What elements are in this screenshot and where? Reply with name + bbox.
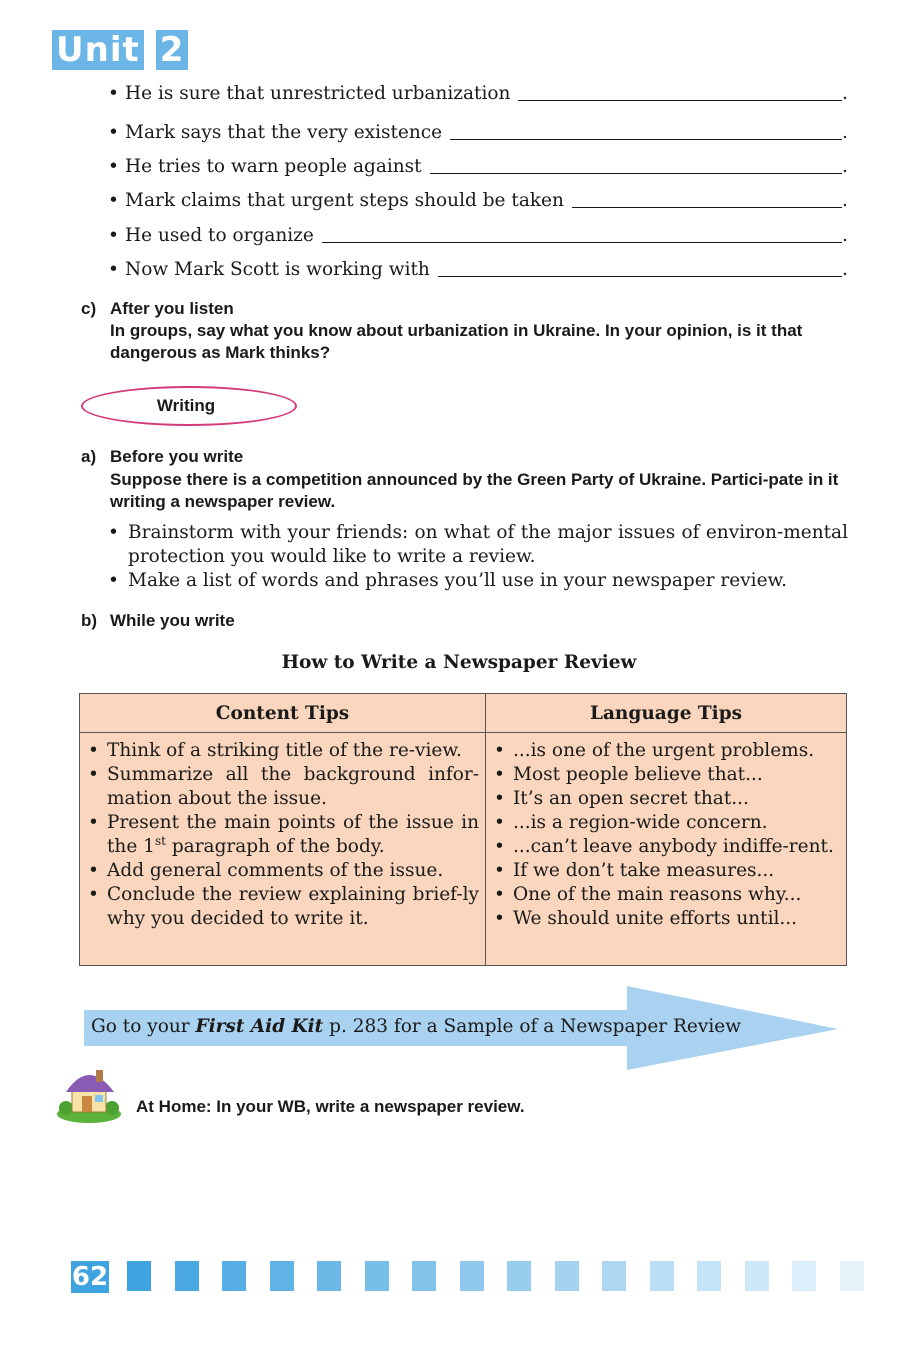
- after-listen-body: In groups, say what you know about urbanization in Ukraine. In your opinion, is it that dangerous as Mark thinks?: [110, 321, 803, 362]
- fill-in-list: [108, 80, 848, 282]
- answer-line[interactable]: [438, 276, 842, 277]
- list-item: • Brainstorm with your friends: on what of the major issues of environ-mental protection you would like to write a review.: [108, 522, 848, 567]
- fill-in-item: • He used to organize .: [108, 225, 848, 246]
- writing-heading: Writing: [81, 386, 297, 426]
- fill-in-text: Mark says that the very existence: [125, 122, 443, 143]
- answer-line[interactable]: [450, 139, 842, 140]
- bullet-text: Brainstorm with your friends: on what of the major issues of environ-mental protection you would like to write a review.: [128, 522, 848, 567]
- first-aid-kit-link[interactable]: [91, 1016, 741, 1037]
- list-item: • If we don’t take measures...: [494, 860, 775, 881]
- tip-text: ...is one of the urgent problems.: [513, 740, 815, 761]
- fill-in-text: Mark claims that urgent steps should be taken: [125, 190, 564, 211]
- list-item: • Summarize all the background infor-mation about the issue.: [88, 764, 479, 809]
- list-item: • Most people believe that...: [494, 764, 763, 785]
- unit-badge: [52, 30, 188, 70]
- house-icon: [56, 1064, 122, 1124]
- page-number: 62: [71, 1262, 109, 1292]
- footer-square: [602, 1261, 626, 1291]
- answer-line[interactable]: [518, 100, 842, 101]
- col-header-language: Language Tips: [486, 694, 847, 733]
- tip-text: Most people believe that...: [513, 764, 763, 785]
- list-item: • ...is a region-wide concern.: [494, 812, 768, 833]
- banner-kit: First Aid Kit: [195, 1016, 324, 1037]
- footer-square: [365, 1261, 389, 1291]
- fill-in-item: • He tries to warn people against .: [108, 156, 848, 177]
- list-item: • It’s an open secret that...: [494, 788, 749, 809]
- fill-in-item: • Mark says that the very existence .: [108, 122, 848, 143]
- footer-square: [745, 1261, 769, 1291]
- footer-square: [317, 1261, 341, 1291]
- while-write-title: While you write: [110, 611, 235, 630]
- before-write-bullets: [108, 521, 848, 593]
- footer-square: [840, 1261, 864, 1291]
- banner-prefix: Go to your: [91, 1016, 190, 1037]
- footer-square: [412, 1261, 436, 1291]
- list-item: • Make a list of words and phrases you’ll use in your newspaper review.: [108, 570, 788, 591]
- fill-in-text: He tries to warn people against: [125, 156, 422, 177]
- tip-text: If we don’t take measures...: [513, 860, 775, 881]
- answer-line[interactable]: [572, 207, 842, 208]
- footer-square: [792, 1261, 816, 1291]
- tips-table: [79, 693, 847, 966]
- tip-text: Add general comments of the issue.: [107, 860, 444, 881]
- list-item: • Present the main points of the issue in the 1st paragraph of the body.: [88, 812, 479, 857]
- fill-in-item: • He is sure that unrestricted urbanization .: [108, 83, 848, 104]
- footer-square: [555, 1261, 579, 1291]
- fill-in-text: He used to organize: [125, 225, 314, 246]
- list-item: • We should unite efforts until...: [494, 908, 798, 929]
- tip-text: We should unite efforts until...: [513, 908, 798, 929]
- tip-text: Think of a striking title of the re-view.: [107, 740, 462, 761]
- list-item: • One of the main reasons why...: [494, 884, 802, 905]
- tip-text: Present the main points of the issue in the 1st paragraph of the body.: [107, 812, 479, 857]
- fill-in-text: He is sure that unrestricted urbanization: [125, 83, 511, 104]
- footer-square: [650, 1261, 674, 1291]
- tip-text: Summarize all the background infor-mation about the issue.: [107, 764, 479, 809]
- home-task: At Home: In your WB, write a newspaper review.: [136, 1097, 525, 1116]
- unit-number: 2: [156, 30, 189, 70]
- tip-text: One of the main reasons why...: [513, 884, 802, 905]
- footer-square: [175, 1261, 199, 1291]
- footer-square: [697, 1261, 721, 1291]
- content-tips-cell: [80, 733, 486, 966]
- fill-in-text: Now Mark Scott is working with: [125, 259, 430, 280]
- tip-text: ...is a region-wide concern.: [513, 812, 768, 833]
- section-letter-c: c): [81, 299, 97, 318]
- before-write-title: Before you write: [110, 447, 244, 466]
- fill-in-item: • Now Mark Scott is working with .: [108, 259, 848, 280]
- table-title: How to Write a Newspaper Review: [281, 652, 637, 673]
- banner-suffix: p. 283 for a Sample of a Newspaper Review: [329, 1016, 742, 1037]
- footer-square: [460, 1261, 484, 1291]
- answer-line[interactable]: [430, 173, 842, 174]
- footer-square: [127, 1261, 151, 1291]
- list-item: • ...can’t leave anybody indiffe-rent.: [494, 836, 834, 857]
- footer-square: [507, 1261, 531, 1291]
- tip-text: Conclude the review explaining brief-ly why you decided to write it.: [107, 884, 479, 929]
- fill-in-item: • Mark claims that urgent steps should be taken .: [108, 190, 848, 211]
- section-letter-b: b): [81, 611, 98, 630]
- footer-square: [270, 1261, 294, 1291]
- list-item: • Add general comments of the issue.: [88, 860, 444, 881]
- bullet-text: Make a list of words and phrases you’ll use in your newspaper review.: [128, 570, 788, 591]
- tip-text: It’s an open secret that...: [513, 788, 749, 809]
- before-write-body: Suppose there is a competition announced by the Green Party of Ukraine. Partici-pate in it writing a newspaper review.: [110, 470, 839, 511]
- list-item: • Conclude the review explaining brief-ly why you decided to write it.: [88, 884, 479, 929]
- list-item: • Think of a striking title of the re-view.: [88, 740, 462, 761]
- col-header-content: Content Tips: [80, 694, 486, 733]
- after-listen-title: After you listen: [110, 299, 234, 318]
- unit-word: Unit: [52, 30, 144, 70]
- language-tips-cell: [486, 733, 847, 966]
- footer-square: [222, 1261, 246, 1291]
- list-item: • ...is one of the urgent problems.: [494, 740, 815, 761]
- answer-line[interactable]: [322, 242, 842, 243]
- tip-text: ...can’t leave anybody indiffe-rent.: [513, 836, 834, 857]
- section-letter-a: a): [81, 447, 97, 466]
